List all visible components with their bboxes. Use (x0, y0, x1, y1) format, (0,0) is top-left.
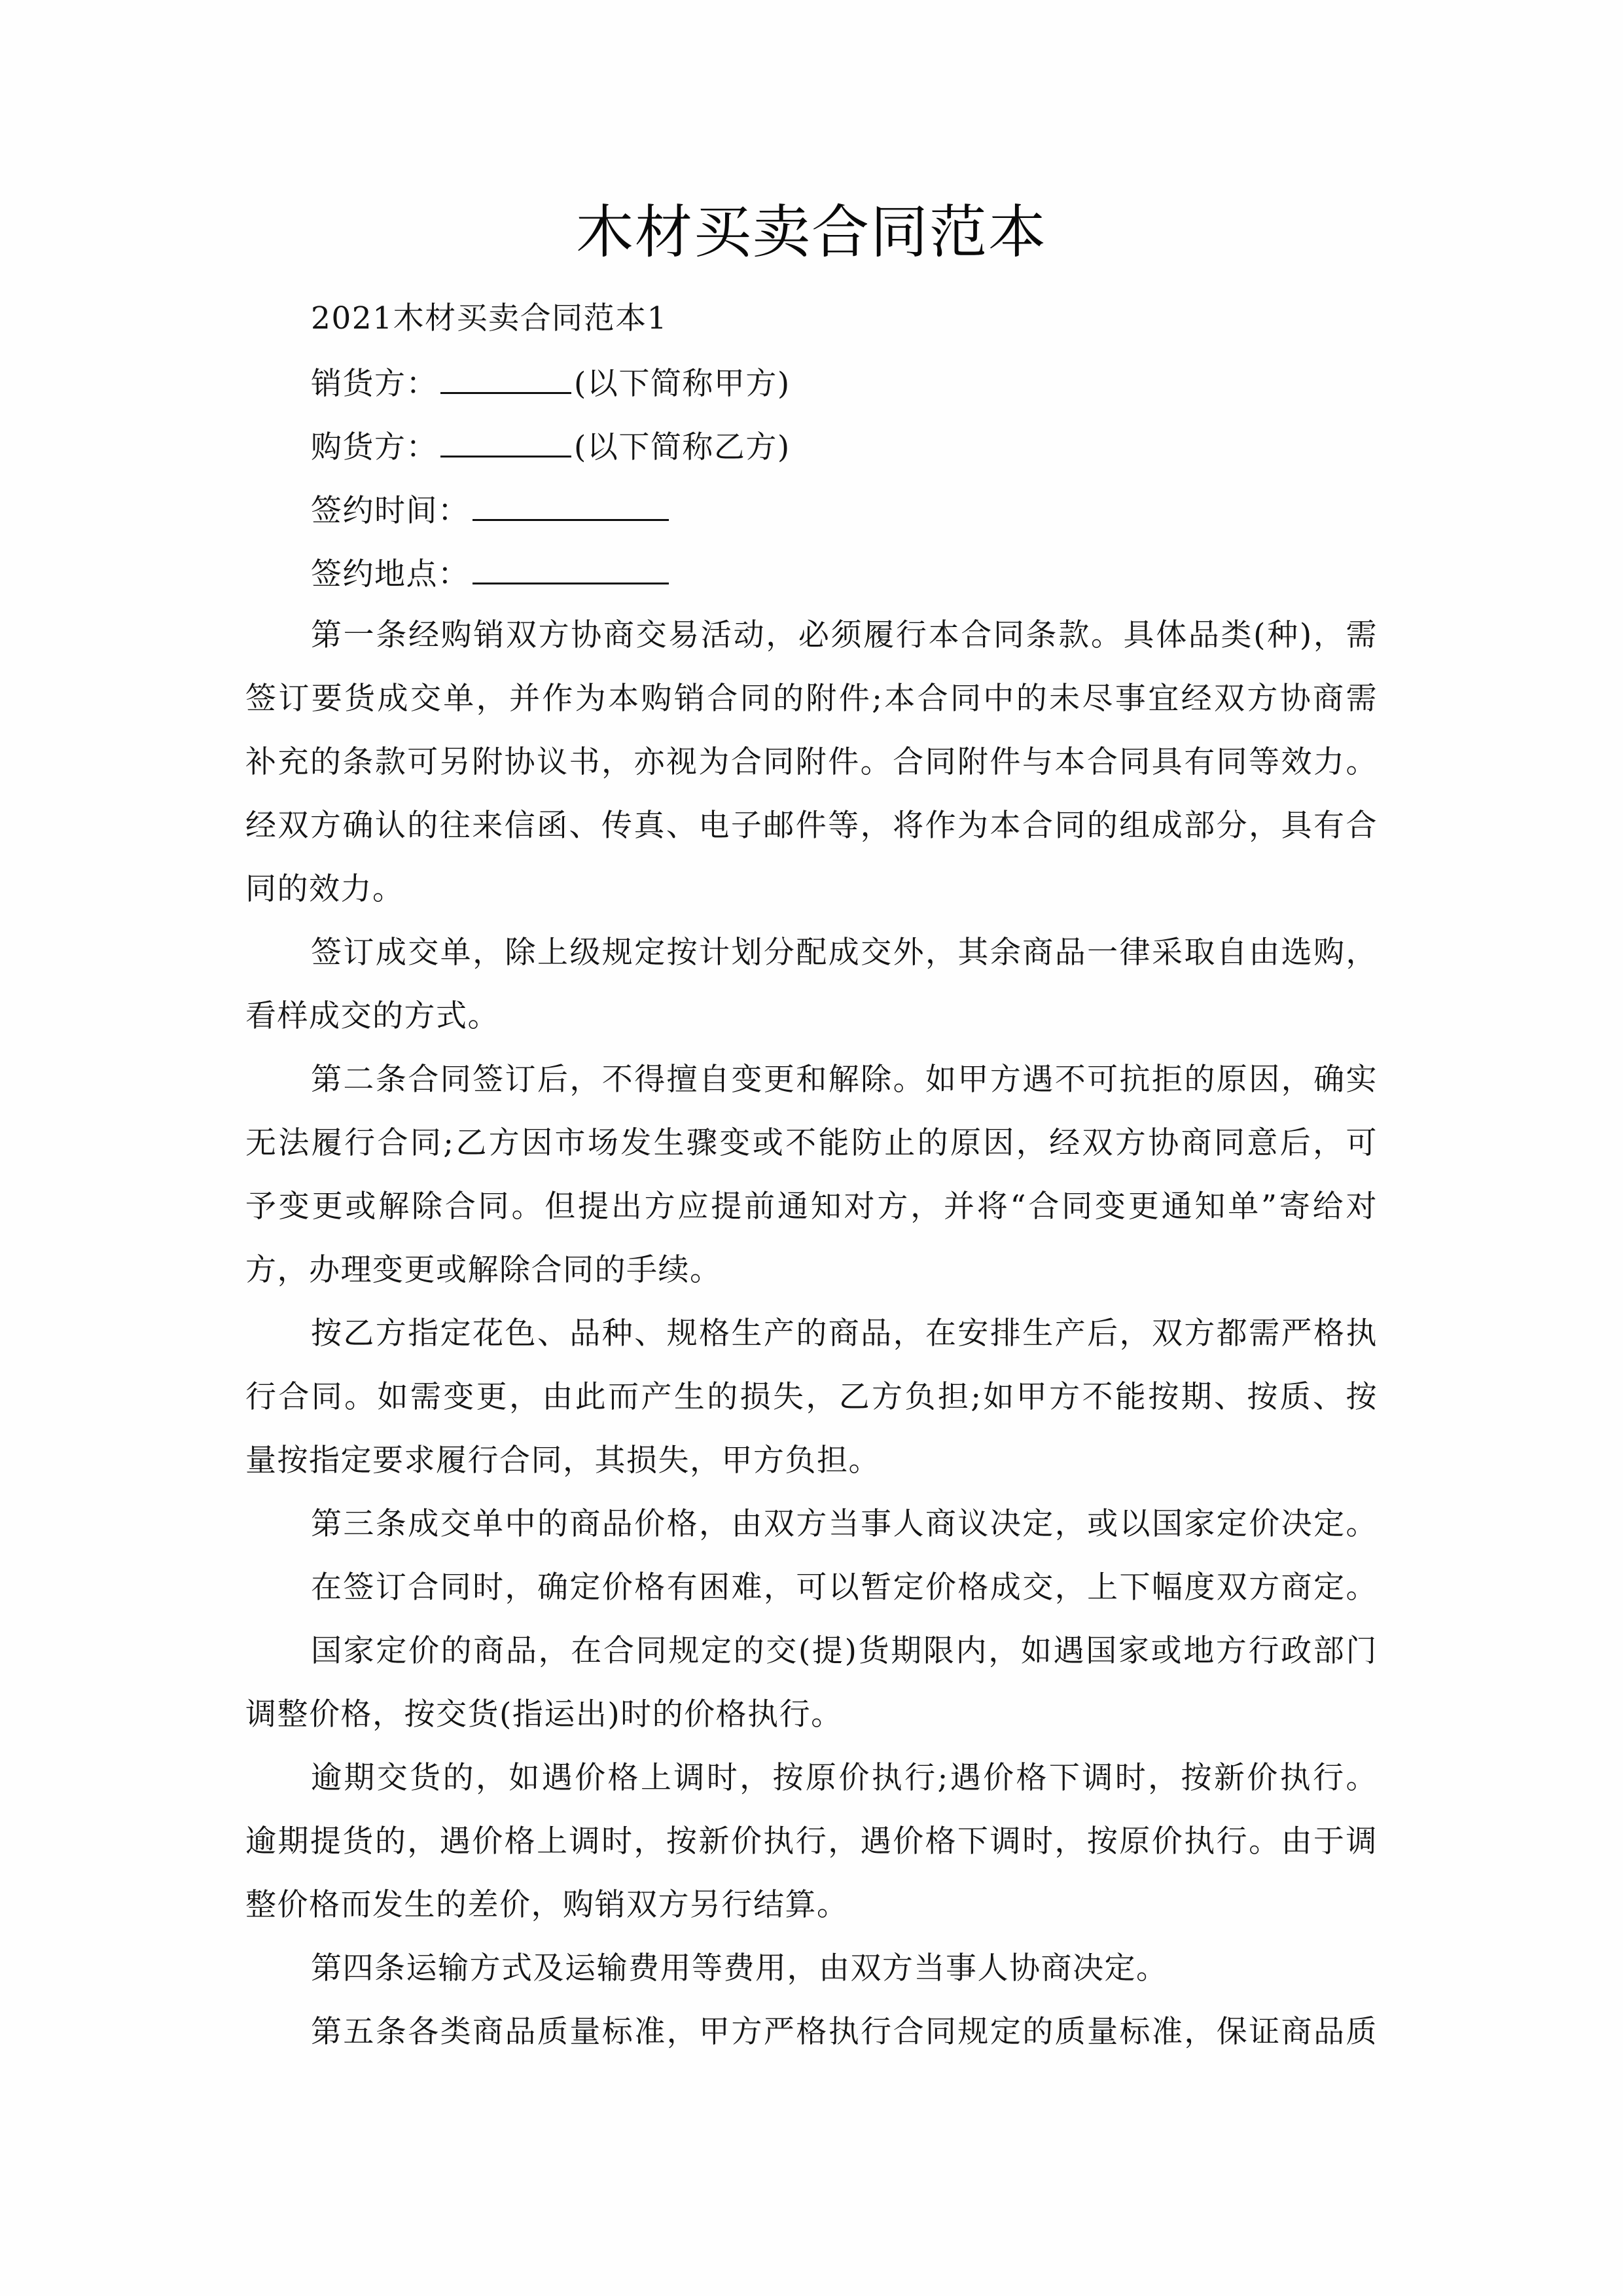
body-line: 逾期交货的，如遇价格上调时，按原价执行;遇价格下调时，按新价执行。 (311, 1760, 1378, 1796)
body-line: 调整价格，按交货(指运出)时的价格执行。 (245, 1696, 843, 1732)
body-line: 在签订合同时，确定价格有困难，可以暂定价格成交，上下幅度双方商定。 (311, 1570, 1378, 1605)
body-line: 补充的条款可另附协议书，亦视为合同附件。合同附件与本合同具有同等效力。 (245, 744, 1378, 780)
body-line: 第五条各类商品质量标准，甲方严格执行合同规定的质量标准，保证商品质 (311, 2014, 1378, 2050)
signing-time-blank[interactable] (473, 489, 669, 521)
seller-suffix: (以下简称甲方) (574, 366, 791, 402)
document-subtitle: 2021木材买卖合同范本1 (311, 300, 668, 336)
body-line: 方，办理变更或解除合同的手续。 (245, 1252, 722, 1288)
body-line: 整价格而发生的差价，购销双方另行结算。 (245, 1887, 849, 1923)
signing-place-blank[interactable] (473, 552, 669, 584)
body-line: 国家定价的商品，在合同规定的交(提)货期限内，如遇国家或地方行政部门 (311, 1633, 1378, 1669)
body-line: 行合同。如需变更，由此而产生的损失，乙方负担;如甲方不能按期、按质、按 (245, 1379, 1378, 1415)
signing-time-field (311, 489, 671, 531)
signing-time-label: 签约时间： (311, 493, 470, 529)
body-line: 第四条运输方式及运输费用等费用，由双方当事人协商决定。 (311, 1950, 1168, 1986)
seller-field (311, 362, 791, 404)
body-line: 第一条经购销双方协商交易活动，必须履行本合同条款。具体品类(种)，需 (311, 617, 1378, 653)
body-line: 逾期提货的，遇价格上调时，按新价执行，遇价格下调时，按原价执行。由于调 (245, 1823, 1378, 1859)
body-line: 量按指定要求履行合同，其损失，甲方负担。 (245, 1443, 880, 1479)
buyer-suffix: (以下简称乙方) (574, 429, 791, 465)
seller-blank[interactable] (440, 362, 571, 394)
body-line: 予变更或解除合同。但提出方应提前通知对方，并将“合同变更通知单”寄给对 (245, 1189, 1378, 1225)
signing-place-label: 签约地点： (311, 556, 470, 592)
body-line: 同的效力。 (245, 871, 404, 907)
document-title: 木材买卖合同范本 (575, 198, 1047, 266)
body-line: 第三条成交单中的商品价格，由双方当事人商议决定，或以国家定价决定。 (311, 1506, 1378, 1542)
buyer-blank[interactable] (440, 425, 571, 457)
buyer-field (311, 425, 791, 467)
body-line: 经双方确认的往来信函、传真、电子邮件等，将作为本合同的组成部分，具有合 (245, 808, 1378, 844)
body-line: 按乙方指定花色、品种、规格生产的商品，在安排生产后，双方都需严格执 (311, 1316, 1378, 1352)
body-line: 看样成交的方式。 (245, 998, 499, 1034)
body-line: 签订成交单，除上级规定按计划分配成交外，其余商品一律采取自由选购， (311, 935, 1378, 971)
signing-place-field (311, 552, 671, 594)
buyer-label: 购货方： (311, 429, 438, 465)
body-line: 签订要货成交单，并作为本购销合同的附件;本合同中的未尽事宜经双方协商需 (245, 681, 1378, 717)
body-line: 第二条合同签订后，不得擅自变更和解除。如甲方遇不可抗拒的原因，确实 (311, 1062, 1378, 1098)
seller-label: 销货方： (311, 366, 438, 402)
body-line: 无法履行合同;乙方因市场发生骤变或不能防止的原因，经双方协商同意后，可 (245, 1125, 1378, 1161)
